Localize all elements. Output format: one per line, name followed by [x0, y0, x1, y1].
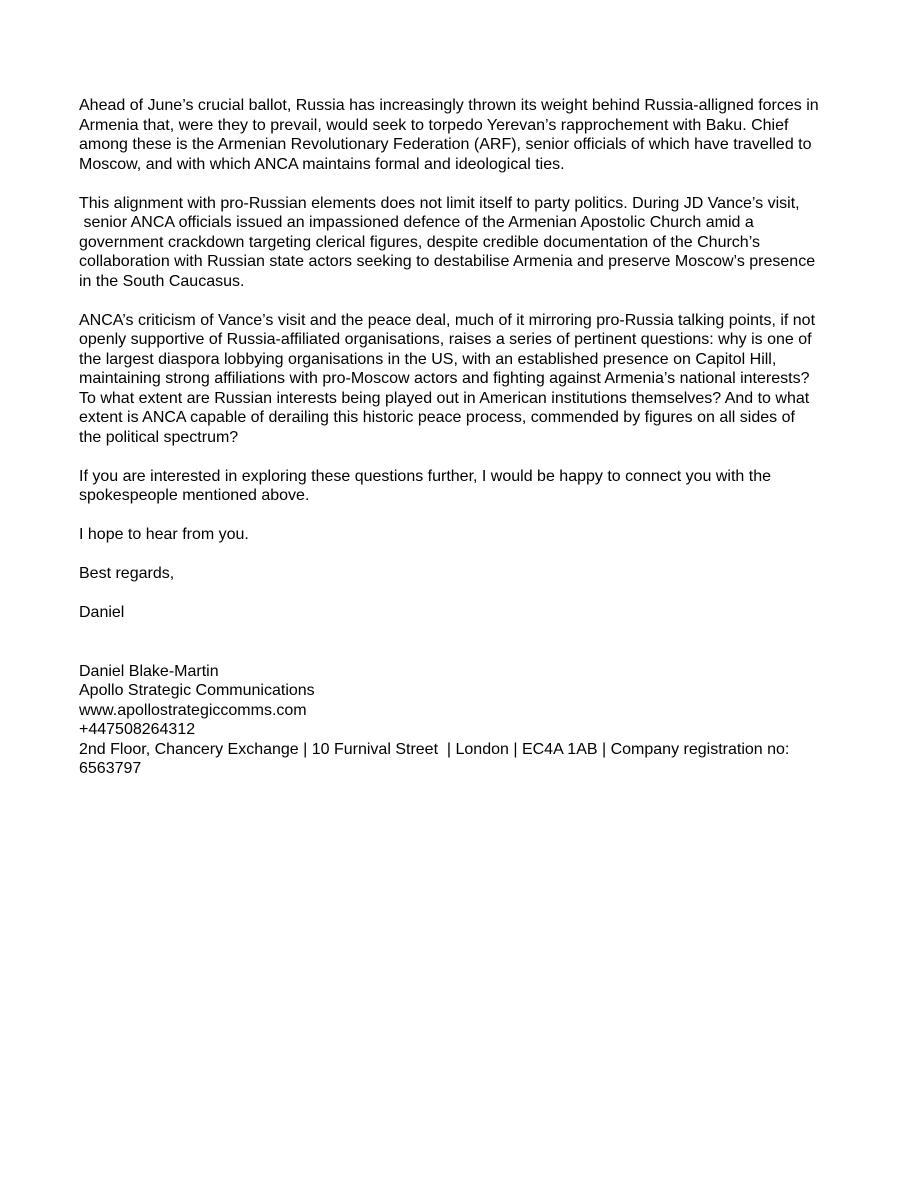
paragraph-offer-connect: If you are interested in exploring these questions further, I would be happy to connect you with the spokespeople mentioned above.: [79, 467, 771, 504]
signature-spacer: [79, 642, 821, 662]
signature-address: 2nd Floor, Chancery Exchange | 10 Furnival Street | London | EC4A 1AB | Company registration no: 6563797: [79, 740, 790, 777]
closing-line: I hope to hear from you.: [79, 526, 249, 543]
email-signature: [79, 662, 821, 779]
signature-full-name: Daniel Blake-Martin: [79, 662, 219, 680]
paragraph-anca-criticism: ANCA’s criticism of Vance’s visit and the peace deal, much of it mirroring pro-Russia talking points, if not openly supportive of Russia-affiliated organisations, raises a series of pertinent questions: why is one of the largest diaspora lobbying organisations in the US, with an established presence on Capitol Hill, maintaining strong affiliations with pro-Moscow actors and fighting against Armenia’s national interests? To what extent are Russian interests being played out in American institutions themselves? And to what extent is ANCA capable of derailing this historic peace process, commended by figures on all sides of the political spectrum?: [79, 311, 816, 446]
signature-phone[interactable]: +447508264312: [79, 721, 196, 738]
sender-first-name: Daniel: [79, 604, 125, 621]
paragraph-russia-ballot: Ahead of June’s crucial ballot, Russia has increasingly thrown its weight behind Russia-alligned forces in Armenia that, were they to prevail, would seek to torpedo Yerevan’s rapprochement with Baku. Chief among these is the Armenian Revolutionary Federation (ARF), senior officials of which have travelled to Moscow, and with which ANCA maintains formal and ideological ties.: [79, 97, 819, 173]
email-body: [79, 96, 821, 779]
signature-company: Apollo Strategic Communications: [79, 682, 315, 699]
signature-website-link[interactable]: www.apollostrategiccomms.com: [79, 701, 307, 719]
paragraph-pro-russian-alignment: This alignment with pro-Russian elements does not limit itself to party politics. During JD Vance’s visit, senior ANCA officials issued an impassioned defence of the Armenian Apostolic Church amid a government crackdown targeting clerical figures, despite credible documentation of the Church’s collaboration with Russian state actors seeking to destabilise Armenia and preserve Moscow’s presence in the South Caucasus.: [79, 194, 816, 290]
sign-off: Best regards,: [79, 565, 175, 582]
